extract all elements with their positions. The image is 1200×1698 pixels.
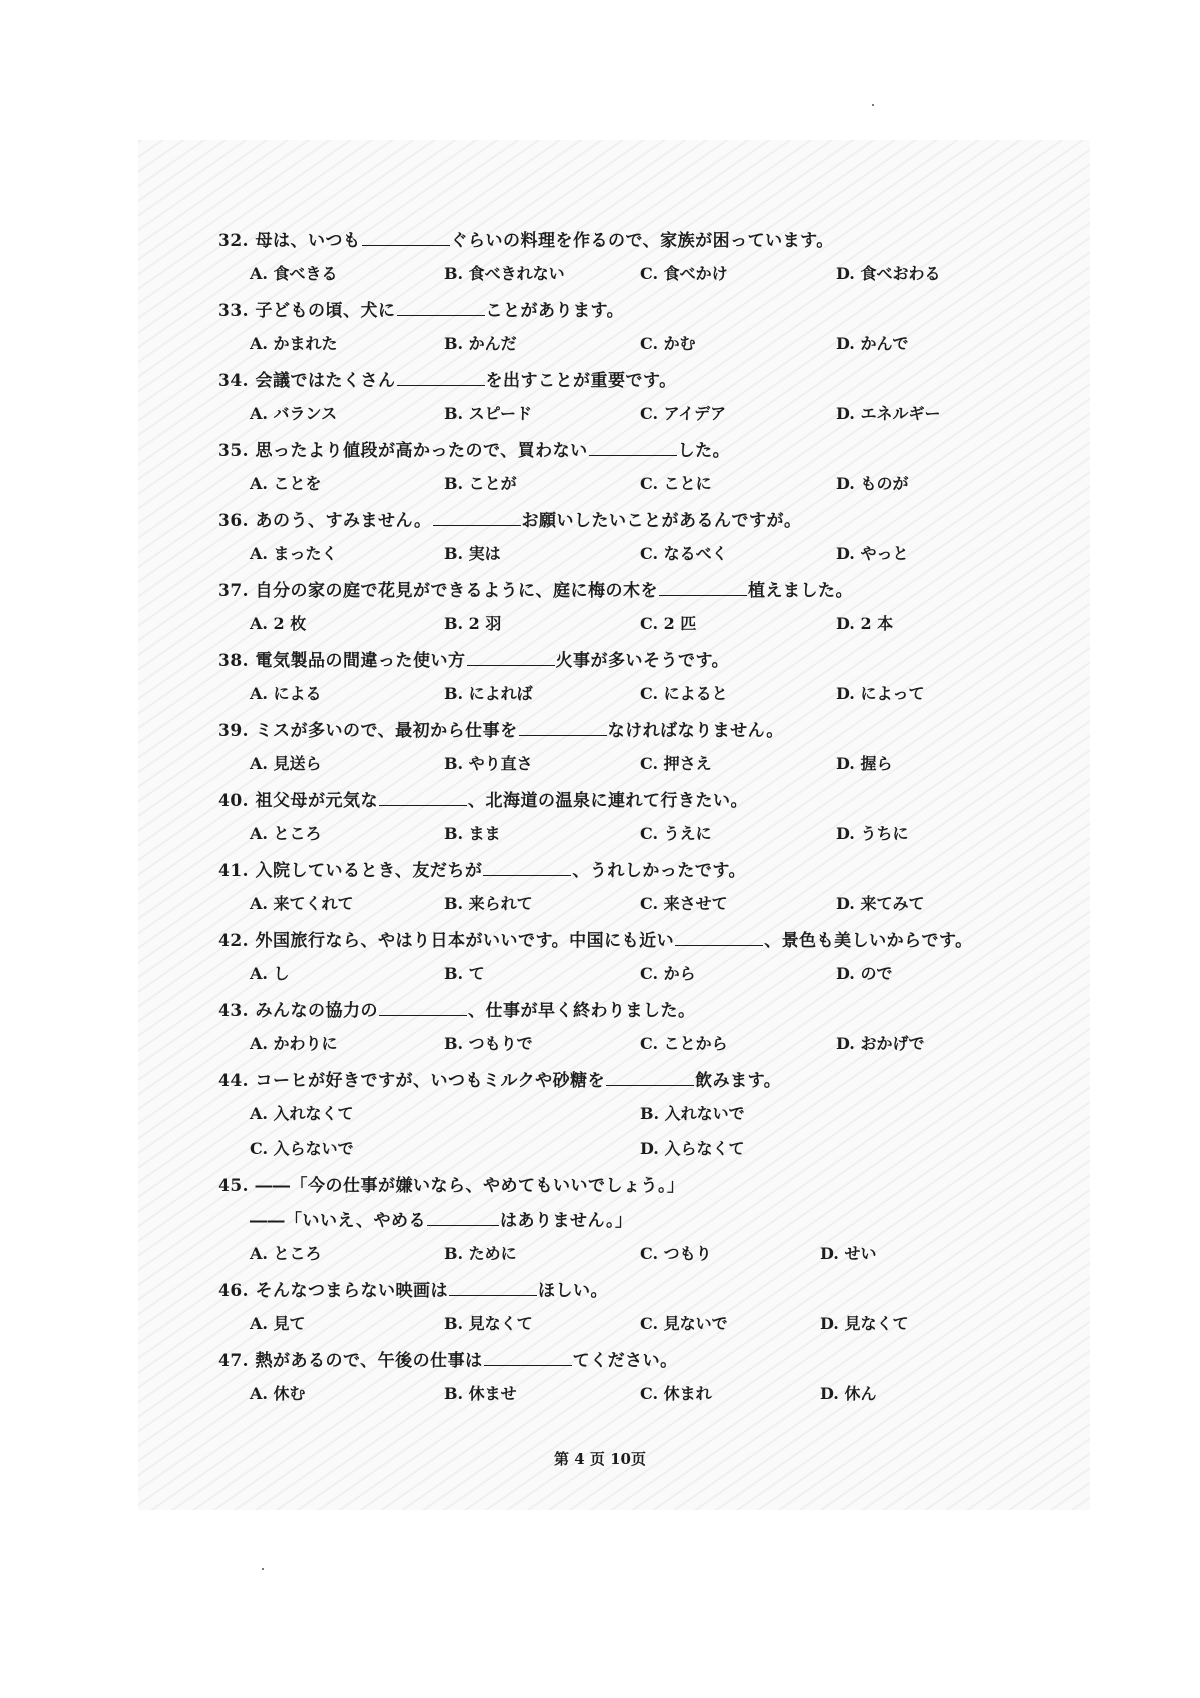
- option-a: A. かわりに: [250, 1034, 338, 1053]
- question-33: [218, 296, 624, 321]
- answer-blank: [362, 231, 450, 246]
- option-b: B. やり直さ: [444, 754, 533, 773]
- question-number: 42.: [218, 931, 250, 951]
- question-text: 思ったより値段が高かったので、買わない: [255, 441, 588, 461]
- option-c: C. から: [640, 964, 696, 983]
- option-d: D. 見なくて: [820, 1314, 909, 1333]
- option-b: B. ために: [444, 1244, 517, 1263]
- option-c: C. 休まれ: [640, 1384, 712, 1403]
- option-d: D. 2 本: [836, 614, 894, 633]
- answer-blank: [675, 931, 763, 946]
- question-text: あのう、すみません。: [255, 511, 432, 531]
- option-c: C. 食べかけ: [640, 264, 728, 283]
- option-b: B. 食べきれない: [444, 264, 565, 283]
- option-b: B. 見なくて: [444, 1314, 533, 1333]
- question-44: [218, 1066, 781, 1091]
- option-d: D. によって: [836, 684, 925, 703]
- question-text: 会議ではたくさん: [255, 371, 396, 391]
- question-text: お願いしたいことがあるんですが。: [521, 511, 802, 531]
- question-46: [218, 1276, 608, 1301]
- option-c: C. ことから: [640, 1034, 728, 1053]
- option-d: D. 食べおわる: [836, 264, 941, 283]
- option-b: B. によれば: [444, 684, 533, 703]
- question-text: 母は、いつも: [255, 231, 361, 251]
- option-a: A. ところ: [250, 1244, 322, 1263]
- question-text: 熱があるので、午後の仕事は: [255, 1351, 483, 1371]
- answer-blank: [483, 861, 571, 876]
- option-c: C. によると: [640, 684, 728, 703]
- option-c: C. 押さえ: [640, 754, 712, 773]
- question-number: 47.: [218, 1351, 250, 1371]
- option-d: D. 来てみて: [836, 894, 925, 913]
- question-text: 、北海道の温泉に連れて行きたい。: [468, 791, 748, 811]
- option-a: A. し: [250, 964, 290, 983]
- question-number: 43.: [218, 1001, 250, 1021]
- question-39: [218, 716, 784, 741]
- option-b: B. 入れないで: [640, 1104, 745, 1123]
- option-b: B. かんだ: [444, 334, 517, 353]
- option-a: A. 食べきる: [250, 264, 338, 283]
- question-number: 34.: [218, 371, 250, 391]
- option-c: C. 入らないで: [250, 1139, 354, 1158]
- option-a: A. 来てくれて: [250, 894, 354, 913]
- question-text: ――「いいえ、やめる: [250, 1211, 427, 1231]
- question-text: ほしい。: [538, 1281, 608, 1301]
- question-43: [218, 996, 696, 1021]
- question-number: 32.: [218, 231, 250, 251]
- answer-blank: [467, 651, 555, 666]
- option-b: B. つもりで: [444, 1034, 533, 1053]
- question-text: 子どもの頃、犬に: [255, 301, 396, 321]
- question-number: 46.: [218, 1281, 250, 1301]
- question-text: 火事が多いそうです。: [555, 651, 730, 671]
- answer-blank: [606, 1071, 694, 1086]
- question-number: 36.: [218, 511, 250, 531]
- question-number: 40.: [218, 791, 250, 811]
- answer-blank: [433, 511, 521, 526]
- question-text: を出すことが重要です。: [485, 371, 677, 391]
- question-number: 41.: [218, 861, 250, 881]
- option-a: A. まったく: [250, 544, 338, 563]
- answer-blank: [589, 441, 677, 456]
- question-45: [218, 1171, 685, 1196]
- question-text: コーヒが好きですが、いつもミルクや砂糖を: [255, 1071, 606, 1091]
- option-d: D. せい: [820, 1244, 877, 1263]
- question-text: 、仕事が早く終わりました。: [468, 1001, 696, 1021]
- question-47: [218, 1346, 678, 1371]
- question-text: ことがあります。: [485, 301, 625, 321]
- option-d: D. やっと: [836, 544, 909, 563]
- answer-blank: [397, 301, 485, 316]
- question-text: てください。: [572, 1351, 678, 1371]
- option-c: C. なるべく: [640, 544, 728, 563]
- option-c: C. アイデア: [640, 404, 727, 423]
- option-d: D. うちに: [836, 824, 909, 843]
- question-35: [218, 436, 730, 461]
- question-text: ぐらいの料理を作るので、家族が困っています。: [450, 231, 834, 251]
- option-a: A. 見て: [250, 1314, 306, 1333]
- option-d: D. ものが: [836, 474, 909, 493]
- option-c: C. ことに: [640, 474, 712, 493]
- scan-speck: [262, 1568, 264, 1570]
- option-d: D. ので: [836, 964, 893, 983]
- question-32: [218, 226, 834, 251]
- option-d: D. かんで: [836, 334, 909, 353]
- question-text: ミスが多いので、最初から仕事を: [255, 721, 518, 741]
- option-b: B. 来られて: [444, 894, 533, 913]
- question-text: 入院しているとき、友だちが: [255, 861, 483, 881]
- answer-blank: [449, 1281, 537, 1296]
- answer-blank: [397, 371, 485, 386]
- option-d: D. エネルギー: [836, 404, 941, 423]
- question-text: 外国旅行なら、やはり日本がいいです。中国にも近い: [255, 931, 675, 951]
- question-text: 、景色も美しいからです。: [764, 931, 973, 951]
- option-a: A. による: [250, 684, 322, 703]
- option-a: A. 入れなくて: [250, 1104, 354, 1123]
- option-a: A. ことを: [250, 474, 322, 493]
- question-text: 、うれしかったです。: [572, 861, 746, 881]
- question-number: 38.: [218, 651, 250, 671]
- question-42: [218, 926, 973, 951]
- option-c: C. つもり: [640, 1244, 712, 1263]
- option-b: B. ことが: [444, 474, 517, 493]
- question-38: [218, 646, 729, 671]
- question-number: 39.: [218, 721, 250, 741]
- question-41: [218, 856, 746, 881]
- question-text: 祖父母が元気な: [255, 791, 378, 811]
- option-b: B. 休ませ: [444, 1384, 517, 1403]
- question-number: 37.: [218, 581, 250, 601]
- question-number: 35.: [218, 441, 250, 461]
- option-c: C. 見ないで: [640, 1314, 728, 1333]
- option-b: B. スピード: [444, 404, 533, 423]
- question-number: 44.: [218, 1071, 250, 1091]
- option-a: A. 休む: [250, 1384, 306, 1403]
- answer-blank: [519, 721, 607, 736]
- answer-blank: [379, 1001, 467, 1016]
- option-d: D. 握ら: [836, 754, 893, 773]
- question-40: [218, 786, 748, 811]
- option-b: B. 2 羽: [444, 614, 502, 633]
- question-36: [218, 506, 802, 531]
- question-text: そんなつまらない映画は: [255, 1281, 448, 1301]
- option-c: C. 来させて: [640, 894, 728, 913]
- scan-speck: [872, 104, 874, 106]
- answer-blank: [427, 1211, 499, 1226]
- question-text: なければなりません。: [607, 721, 784, 741]
- option-a: A. 見送ら: [250, 754, 322, 773]
- option-a: A. ところ: [250, 824, 322, 843]
- question-text: 自分の家の庭で花見ができるように、庭に梅の木を: [255, 581, 658, 601]
- question-number: 33.: [218, 301, 250, 321]
- question-37: [218, 576, 853, 601]
- option-b: B. 実は: [444, 544, 501, 563]
- question-text: した。: [677, 441, 731, 461]
- question-text: はありません。」: [500, 1211, 633, 1231]
- option-a: A. バランス: [250, 404, 338, 423]
- question-text: 植えました。: [748, 581, 853, 601]
- question-text: ――「今の仕事が嫌いなら、やめてもいいでしょう。」: [255, 1176, 685, 1196]
- answer-blank: [659, 581, 747, 596]
- option-a: A. かまれた: [250, 334, 338, 353]
- option-d: D. 休ん: [820, 1384, 877, 1403]
- page-number: 第 4 页 10页: [554, 1450, 646, 1468]
- question-number: 45.: [218, 1176, 250, 1196]
- option-c: C. 2 匹: [640, 614, 697, 633]
- option-c: C. うえに: [640, 824, 712, 843]
- option-a: A. 2 枚: [250, 614, 307, 633]
- option-b: B. て: [444, 964, 485, 983]
- question-text: 電気製品の間違った使い方: [255, 651, 466, 671]
- question-text: 飲みます。: [695, 1071, 782, 1091]
- answer-blank: [484, 1351, 572, 1366]
- question-text: みんなの協力の: [255, 1001, 378, 1021]
- option-d: D. おかげで: [836, 1034, 925, 1053]
- option-b: B. まま: [444, 824, 501, 843]
- question-45-reply: [250, 1206, 633, 1231]
- question-34: [218, 366, 677, 391]
- option-d: D. 入らなくて: [640, 1139, 745, 1158]
- answer-blank: [379, 791, 467, 806]
- option-c: C. かむ: [640, 334, 696, 353]
